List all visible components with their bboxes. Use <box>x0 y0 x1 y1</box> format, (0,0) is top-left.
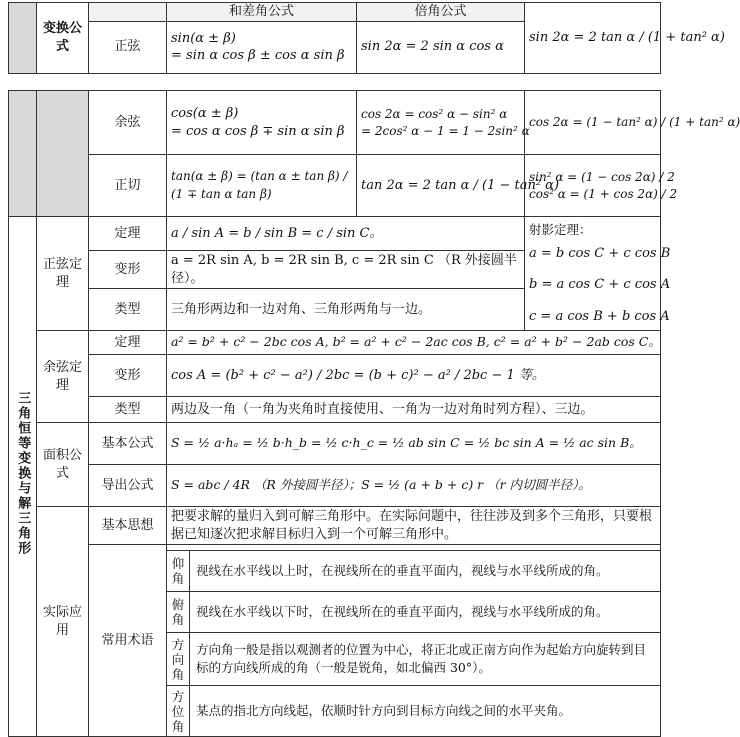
cos-tan-form: cos 2α = (1 − tan² α) / (1 + tan² α) <box>529 114 740 129</box>
group-label-sine-law: 正弦定理 <box>37 217 89 331</box>
apply-basic-idea: 把要求解的量归入到可解三角形中。在实际问题中，往往涉及到多个三角形，只要根据已知逐次把求解目标归入到一个可解三角形中。 <box>167 507 661 545</box>
term-desc-depression: 视线在水平线以下时，在视线所在的垂直平面内，视线与水平线所成的角。 <box>196 603 609 619</box>
area-row-label-derived: 导出公式 <box>89 465 167 507</box>
apply-row-label-terms: 常用术语 <box>89 545 167 737</box>
area-basic <box>167 423 661 465</box>
projection-title: 射影定理： <box>529 221 592 237</box>
sin-double: sin 2α = 2 sin α cos α <box>361 39 504 55</box>
big-group-cell <box>9 217 37 737</box>
term-desc-direction-angle: 方向角一般是指以观测者的位置为中心，将正北或正南方向作为起始方向旋转到目标的方向线所成的角（一般是锐角，如北偏西 30°）。 <box>196 641 647 675</box>
group-label-area: 面积公式 <box>37 423 89 507</box>
cos-double-cell <box>357 91 530 155</box>
sin-square-reduction: sin² α = (1 − cos 2α) / 2 <box>529 170 675 185</box>
cos-sum-cell <box>167 91 357 155</box>
projection-line-1: a = b cos C + c cos B <box>529 245 671 261</box>
area-basic-text: S = ½ a·hₐ = ½ b·h_b = ½ c·h_c = ½ ab sin C = ½ bc sin A = ½ ac sin B。 <box>171 434 642 450</box>
row-label-cosine: 余弦 <box>89 91 167 155</box>
sin-double-cell <box>357 21 525 73</box>
area-row-label-basic: 基本公式 <box>89 423 167 465</box>
term-row-depression <box>167 592 661 633</box>
group-label-transform: 变换公式 <box>37 3 89 74</box>
tan-sum-cell <box>167 155 357 217</box>
top-left-gray-cell <box>9 3 37 74</box>
main-left-gray-cell-2 <box>37 91 89 217</box>
main-left-gray-cell <box>9 91 37 217</box>
term-desc-elevation: 视线在水平线以上时，在视线所在的垂直平面内，视线与水平线所成的角。 <box>196 562 609 578</box>
sin-tan-form: sin 2α = 2 tan α / (1 + tan² α) <box>529 30 725 45</box>
tan-double-cell <box>357 155 560 217</box>
cos-law-row-label-type: 类型 <box>89 397 167 423</box>
top-formula-table <box>8 2 725 74</box>
header-sum-diff: 和差角公式 <box>167 3 357 22</box>
tan-sum: tan(α ± β) = (tan α ± tan β) / (1 ∓ tan α tan β) <box>171 168 348 201</box>
term-row-azimuth <box>167 686 661 737</box>
sin-sum-cell <box>167 21 357 73</box>
term-desc-azimuth: 某点的指北方向线起，依顺时针方向到目标方向线之间的水平夹角。 <box>196 702 572 718</box>
cos-square-reduction: cos² α = (1 + cos 2α) / 2 <box>529 186 678 201</box>
cos-law-variant <box>167 355 661 397</box>
projection-line-3: c = a cos B + b cos A <box>529 308 670 324</box>
projection-line-2: b = a cos C + c cos A <box>529 277 671 293</box>
cos-law-type: 两边及一角（一角为夹角时直接使用、一角为一边对角时列方程）、三边。 <box>167 397 661 423</box>
sine-law-variant: a = 2R sin A, b = 2R sin B, c = 2R sin C （R 外接圆半径）。 <box>167 251 525 289</box>
group-label-application: 实际应用 <box>37 507 89 737</box>
cos-law-row-label-theorem: 定理 <box>89 331 167 355</box>
area-derived <box>167 465 661 507</box>
sine-law-row-label-variant: 变形 <box>89 251 167 289</box>
row-label-tangent: 正切 <box>89 155 167 217</box>
cos-law-theorem <box>167 331 661 355</box>
term-name-direction-angle: 方向角 <box>167 633 190 685</box>
tan-double: tan 2α = 2 tan α / (1 − tan² α) <box>361 177 560 193</box>
header-double-angle: 倍角公式 <box>357 3 525 22</box>
cos-double-line-1: cos 2α = cos² α − sin² α <box>361 107 508 122</box>
cos-sum-line-1: cos(α ± β) <box>171 105 239 121</box>
cos-law-row-label-variant: 变形 <box>89 355 167 397</box>
sine-law-theorem-text: a / sin A = b / sin B = c / sin C。 <box>171 225 383 241</box>
term-name-depression: 俯角 <box>167 592 190 632</box>
sine-law-type: 三角形两边和一边对角、三角形两角与一边。 <box>167 289 525 331</box>
cos-double-line-2: = 2cos² α − 1 = 1 − 2sin² α <box>361 123 530 138</box>
row-label-sine: 正弦 <box>89 21 167 73</box>
sine-law-row-label-type: 类型 <box>89 289 167 331</box>
sine-law-theorem <box>167 217 525 251</box>
sin-sum-line-2: = sin α cos β ± cos α sin β <box>171 48 345 64</box>
projection-theorem-cell <box>525 217 671 331</box>
group-label-cosine-law: 余弦定理 <box>37 331 89 423</box>
power-reduction-cell <box>525 155 678 217</box>
main-formula-table <box>8 90 740 737</box>
sine-law-row-label-theorem: 定理 <box>89 217 167 251</box>
term-name-elevation: 仰角 <box>167 551 190 591</box>
term-row-direction-angle <box>167 633 661 686</box>
term-row-elevation <box>167 551 661 592</box>
big-group-label: 三角恒等变换与解三角形 <box>15 391 31 557</box>
header-blank <box>89 3 167 22</box>
sin-tan-form-cell <box>525 3 725 74</box>
area-derived-text: S = abc / 4R （R 外接圆半径）；S = ½ (a + b + c) r （r 内切圆半径）。 <box>171 476 591 492</box>
term-name-azimuth: 方位角 <box>167 686 190 736</box>
cos-law-variant-text: cos A = (b² + c² − a²) / 2bc = (b + c)² − a² / 2bc − 1 等。 <box>171 367 545 383</box>
cos-sum-line-2: = cos α cos β ∓ sin α sin β <box>171 123 345 139</box>
apply-row-label-basic: 基本思想 <box>89 507 167 545</box>
cos-tan-form-cell <box>525 91 740 155</box>
cos-law-theorem-text: a² = b² + c² − 2bc cos A, b² = a² + c² − 2ac cos B, c² = a² + b² − 2ab cos C。 <box>171 333 661 349</box>
sin-sum-line-1: sin(α ± β) <box>171 30 236 46</box>
